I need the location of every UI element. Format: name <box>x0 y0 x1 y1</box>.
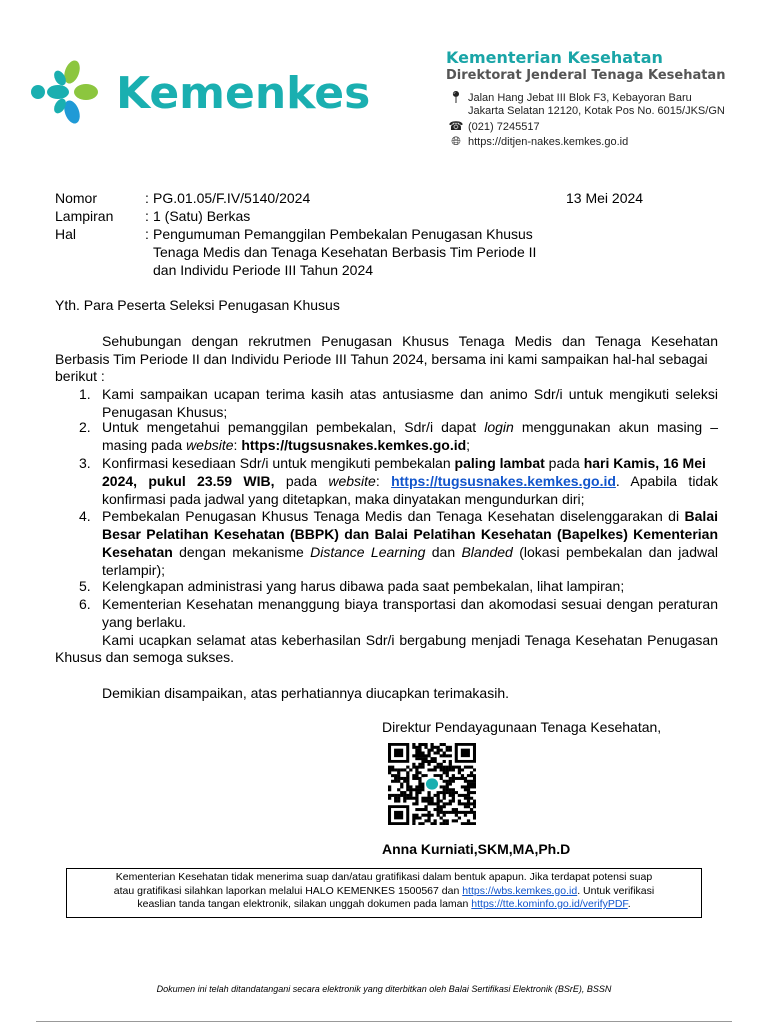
kemenkes-emblem-icon <box>30 58 114 128</box>
colon: : <box>145 190 149 206</box>
nomor-value: PG.01.05/F.IV/5140/2024 <box>153 190 311 206</box>
globe-icon: 🌐︎ <box>451 134 461 148</box>
qr-code <box>388 743 476 825</box>
hal-line-2: Tenaga Medis dan Tenaga Kesehatan Berbasis Tim Periode II <box>153 244 537 260</box>
signer-name: Anna Kurniati,SKM,MA,Ph.D <box>382 841 571 857</box>
portal-url[interactable]: https://tugsusnakes.kemkes.go.id <box>241 437 467 453</box>
ministry-name: Kementerian Kesehatan <box>446 48 663 67</box>
address-line-1: 📍︎ Jalan Hang Jebat III Blok F3, Kebayoran Baru <box>448 90 692 104</box>
nomor-label: Nomor <box>55 190 98 206</box>
closing-line-2: Khusus dan semoga sukses. <box>55 649 234 665</box>
colon: : <box>145 208 149 224</box>
qr-center-logo <box>426 778 438 789</box>
bottom-divider <box>36 1021 732 1022</box>
lampiran-value: 1 (Satu) Berkas <box>153 208 251 224</box>
colon: : <box>145 226 149 242</box>
anti-bribery-notice: Kementerian Kesehatan tidak menerima suap dan/atau gratifikasi dalam bentuk apapun. Jika terdapat potensi suap atau gratifikasi silahkan laporkan melalui HALO KEMENKES 1500567 dan https://wbs.kemkes.go.id. Untuk verifikasi keaslian tanda tangan elektronik, silakan unggah dokumen pada laman https://tte.kominfo.go.id/verifyPDF. <box>66 868 702 918</box>
signer-title: Direktur Pendayagunaan Tenaga Kesehatan, <box>382 719 662 735</box>
location-icon: 📍︎ <box>448 90 464 104</box>
intro-line-3: berikut : <box>55 368 105 384</box>
brand-wordmark: Kemenkes <box>116 68 371 119</box>
closing-line-1: Kami ucapkan selamat atas keberhasilan Sdr/i bergabung menjadi Tenaga Kesehatan Penugasan <box>102 632 718 648</box>
address-line-2: Jakarta Selatan 12120, Kotak Pos No. 6015/JKS/GN <box>468 105 725 117</box>
website-link[interactable]: https://ditjen-nakes.kemkes.go.id <box>468 136 629 148</box>
website-line <box>448 134 628 149</box>
portal-link[interactable]: https://tugsusnakes.kemkes.go.id <box>391 473 616 489</box>
hal-label: Hal <box>55 226 77 242</box>
instruction-list: 1. Kami sampaikan ucapan terima kasih atas antusiasme dan animo Sdr/i untuk mengikuti seleksi Penugasan Khusus; 2. Untuk mengetahui pemanggilan pembekalan, Sdr/i dapat login menggunakan akun masing – masing pada website: https://tugsusnakes.kemkes.go.id; 3. Konfirmasi kesediaan Sdr/i untuk mengikuti pembekalan paling lambat pada hari Kamis, 16 Mei 2024, pukul 23.59 WIB, pada website: https://tugsusnakes.kemkes.go.id. Apabila tidak konfirmasi pada jadwal yang ditetapkan, maka dinyatakan mengundurkan diri; 4. Pembekalan Penugasan Khusus Tenaga Medis dan Tenaga Kesehatan diselenggarakan di Balai Besar Pelatihan Kesehatan (BBPK) dan Balai Pelatihan Kesehatan (Bapelkes) Kementerian Kesehatan dengan mekanisme Distance Learning dan Blanded (lokasi pembekalan dan jadwal terlampir); 5. Kelengkapan administrasi yang harus dibawa pada saat pembekalan, lihat lampiran; 6. Kementerian Kesehatan menanggung biaya transportasi dan akomodasi sesuai dengan peraturan yang berlaku. <box>79 386 719 630</box>
letter-date: 13 Mei 2024 <box>566 190 644 206</box>
closing-line-3: Demikian disampaikan, atas perhatiannya diucapkan terimakasih. <box>102 685 509 701</box>
e-signature-footer: Dokumen ini telah ditandatangani secara elektronik yang diterbitkan oleh Balai Sertifikasi Elektronik (BSrE), BSSN <box>156 984 612 994</box>
intro-line-2: Berbasis Tim Periode II dan Individu Periode III Tahun 2024, bersama ini kami sampaikan hal-hal sebagai <box>55 351 708 367</box>
phone-icon: ☎ <box>448 119 464 133</box>
hal-line-1: Pengumuman Pemanggilan Pembekalan Penugasan Khusus <box>153 226 533 242</box>
directorate-name: Direktorat Jenderal Tenaga Kesehatan <box>446 68 726 83</box>
hal-line-3: dan Individu Periode III Tahun 2024 <box>153 262 374 278</box>
intro-line-1: Sehubungan dengan rekrutmen Penugasan Khusus Tenaga Medis dan Tenaga Kesehatan <box>102 333 718 349</box>
wbs-link[interactable]: https://wbs.kemkes.go.id <box>462 884 578 897</box>
verify-pdf-link[interactable]: https://tte.kominfo.go.id/verifyPDF <box>471 898 628 910</box>
lampiran-label: Lampiran <box>55 208 114 224</box>
qr-code-image <box>388 743 476 825</box>
phone-line: ☎ (021) 7245517 <box>448 119 540 133</box>
salutation: Yth. Para Peserta Seleksi Penugasan Khusus <box>55 297 340 313</box>
